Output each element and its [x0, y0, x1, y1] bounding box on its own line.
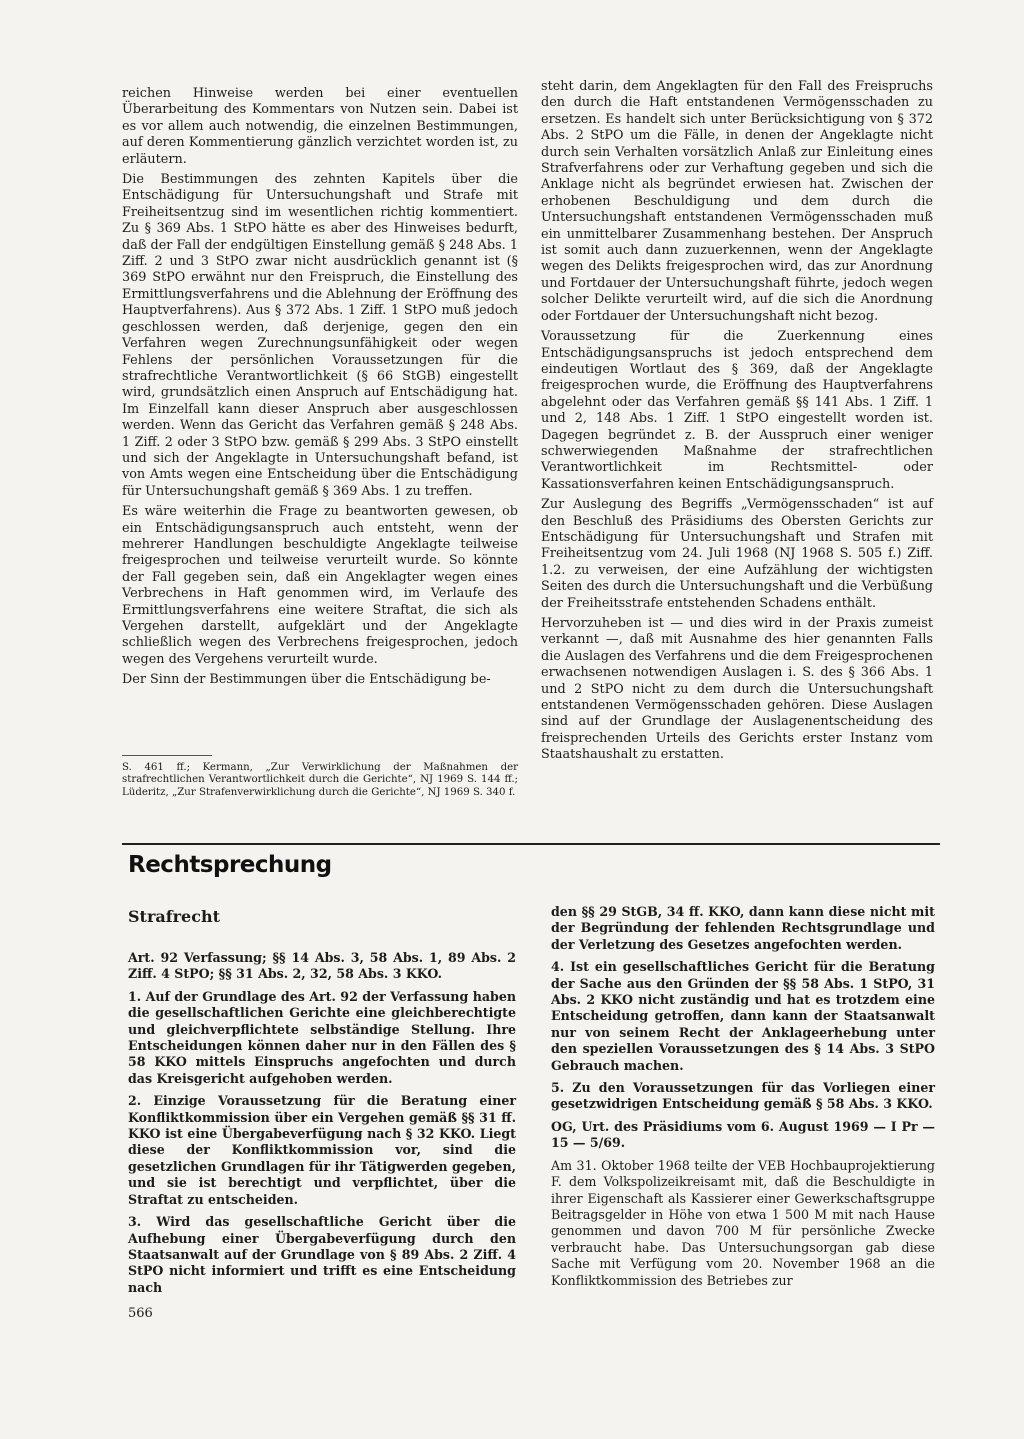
article-column-right: [541, 79, 933, 768]
paragraph: Die Bestimmungen des zehnten Kapitels über die Entschädigung für Untersuchungshaft und Strafe mit Freiheitsentzug sind im wesentlichen richtig kommentiert. Zu § 369 Abs. 1 StPO hätte es aber des Hinweises bedurft, daß der Fall der endgültigen Einstellung gemäß § 248 Abs. 1 Ziff. 2 und 3 StPO zwar nicht ausdrücklich genannt ist (§ 369 StPO erwähnt nur den Freispruch, die Einstellung des Ermittlungsverfahrens und die Ablehnung der Eröffnung des Hauptverfahrens). Aus § 372 Abs. 1 Ziff. 1 StPO muß jedoch geschlossen werden, daß derjenige, gegen den ein Verfahren wegen Zurechnungsunfähigkeit oder wegen Fehlens der persönlichen Voraussetzungen für die strafrechtliche Verantwortlichkeit (§ 66 StGB) eingestellt wird, grundsätzlich einen Anspruch auf Entschädigung hat. Im Einzelfall kann dieser Anspruch aber ausgeschlossen werden. Wenn das Gericht das Verfahren gemäß § 248 Abs. 1 Ziff. 2 oder 3 StPO bzw. gemäß § 299 Abs. 3 StPO einstellt und sich der Angeklagte in Untersuchungshaft befand, ist von Amts wegen eine Entscheidung über die Entschädigung für Untersuchungshaft gemäß § 369 Abs. 1 zu treffen.: [122, 172, 518, 499]
paragraph: Hervorzuheben ist — und dies wird in der Praxis zumeist verkannt —, daß mit Ausnahme des hier genannten Falls die Auslagen des Verfahrens und die dem Freigesprochenen erwachsenen notwendigen Auslagen i. S. des § 366 Abs. 1 und 2 StPO nicht zu dem durch die Untersuchungshaft entstandenen Vermögensschaden gehören. Diese Auslagen sind auf der Grundlage der Auslagenentscheidung des freisprechenden Urteils des Gerichts erster Instanz vom Staatshaushalt zu erstatten.: [541, 616, 933, 763]
paragraph: 1. Auf der Grundlage des Art. 92 der Verfassung haben die gesellschaftlichen Gerichte eine gleichberechtigte und gleichverpflichtete selbständige Stellung. Ihre Entscheidungen können daher nur in den Fällen des § 58 KKO mittels Einspruchs angefochten und durch das Kreisgericht aufgehoben werden.: [128, 988, 516, 1086]
ruling-column-left: [128, 950, 516, 1302]
citation: OG, Urt. des Präsidiums vom 6. August 1969 — I Pr — 15 — 5/69.: [551, 1118, 935, 1151]
paragraph: Voraussetzung für die Zuerkennung eines Entschädigungsanspruchs ist jedoch entsprechend dem eindeutigen Wortlaut des § 369, daß der Angeklagte freigesprochen wurde, die Eröffnung des Hauptverfahrens abgelehnt oder das Verfahren gemäß §§ 141 Abs. 1 Ziff. 1 und 2, 148 Abs. 1 Ziff. 1 StPO eingestellt worden ist. Dagegen begründet z. B. der Ausspruch einer weniger schwerwiegenden Maßnahme der strafrechtlichen Verantwortlichkeit im Rechtsmittel- oder Kassationsverfahren keinen Entschädigungsanspruch.: [541, 329, 933, 492]
paragraph: 4. Ist ein gesellschaftliches Gericht für die Beratung der Sache aus den Gründen der §§ 58 Abs. 1 StPO, 31 Abs. 2 KKO nicht zuständig und hat es trotzdem eine Entscheidung getroffen, dann kann der Staatsanwalt nur von seinem Recht der Anklageerhebung unter den speziellen Voraussetzungen des § 14 Abs. 3 StPO Gebrauch machen.: [551, 959, 935, 1073]
paragraph: 3. Wird das gesellschaftliche Gericht über die Aufhebung einer Übergabeverfügung durch den Staatsanwalt auf der Grundlage von § 89 Abs. 2 Ziff. 4 StPO nicht informiert und trifft es eine Entscheidung nach: [128, 1214, 516, 1295]
page-number: 566: [128, 1306, 153, 1321]
footnote-divider: [122, 755, 212, 756]
paragraph: Zur Auslegung des Begriffs „Vermögensschaden“ ist auf den Beschluß des Präsidiums des Obersten Gerichts zur Entschädigung für Untersuchungshaft und Strafen mit Freiheitsentzug vom 24. Juli 1968 (NJ 1968 S. 505 f.) Ziff. 1.2. zu verweisen, der eine Aufzählung der wichtigsten Seiten des durch die Untersuchungshaft und die Verbüßung der Freiheitsstrafe entstehenden Schadens enthält.: [541, 497, 933, 611]
paragraph: Es wäre weiterhin die Frage zu beantworten gewesen, ob ein Entschädigungsanspruch auch entsteht, wenn der mehrerer Handlungen beschuldigte Angeklagte teilweise freigesprochen und teilweise verurteilt wurde. So könnte der Fall gegeben sein, daß ein Angeklagter wegen eines Verbrechens in Haft genommen wird, im Verlaufe des Ermittlungsverfahrens eine weitere Straftat, die sich als Vergehen darstellt, aufgeklärt und der Angeklagte schließlich wegen des Verbrechens freigesprochen, jedoch wegen des Vergehens verurteilt wurde.: [122, 504, 518, 667]
article-column-left: [122, 86, 518, 693]
ruling-column-right: [551, 904, 935, 1295]
paragraph: 2. Einzige Voraussetzung für die Beratung einer Konfliktkommission über ein Vergehen gemäß §§ 31 ff. KKO ist eine Übergabeverfügung nach § 32 KKO. Liegt diese der Konfliktkommission vor, sind die gesetzlichen Grundlagen für ihr Tätigwerden gegeben, und sie ist berechtigt und verpflichtet, über die Straftat zu entscheiden.: [128, 1093, 516, 1207]
section-divider: [122, 843, 940, 845]
paragraph: Art. 92 Verfassung; §§ 14 Abs. 3, 58 Abs. 1, 89 Abs. 2 Ziff. 4 StPO; §§ 31 Abs. 2, 32, 58 Abs. 3 KKO.: [128, 950, 516, 982]
footnote: S. 461 ff.; Kermann, „Zur Verwirklichung der Maßnahmen der strafrechtlichen Verantwortlichkeit durch die Gerichte“, NJ 1969 S. 144 ff.; Lüderitz, „Zur Strafenverwirklichung durch die Gerichte“, NJ 1969 S. 340 f.: [122, 762, 518, 798]
section-subtitle: Strafrecht: [128, 907, 220, 926]
paragraph: steht darin, dem Angeklagten für den Fall des Freispruchs den durch die Haft entstandenen Vermögensschaden zu ersetzen. Es handelt sich unter Berücksichtigung von § 372 Abs. 2 StPO um die Fälle, in denen der Angeklagte nicht durch sein Verhalten vorsätzlich Anlaß zur Einleitung eines Strafverfahrens oder zur Verhaftung gegeben und sich die Anklage nicht als begründet erwiesen hat. Zwischen der erhobenen Beschuldigung und dem durch die Untersuchungshaft entstandenen Vermögensschaden muß ein unmittelbarer Zusammenhang bestehen. Der Anspruch ist somit auch dann zuzuerkennen, wenn der Angeklagte wegen des Delikts freigesprochen wird, das zur Anordnung und Fortdauer der Untersuchungshaft führte, jedoch wegen solcher Delikte verurteilt wird, auf die sich die Anordnung oder Fortdauer der Untersuchungshaft nicht bezog.: [541, 79, 933, 324]
paragraph: Der Sinn der Bestimmungen über die Entschädigung be-: [122, 672, 491, 688]
paragraph: Am 31. Oktober 1968 teilte der VEB Hochbauprojektierung F. dem Volkspolizeikreisamt mit, daß die Beschuldigte in ihrer Eigenschaft als Kassierer einer Gewerkschaftsgruppe Beitragsgelder in Höhe von etwa 1 500 M mit nach Hause genommen und davon 700 M für persönliche Zwecke verbraucht habe. Das Untersuchungsorgan gab diese Sache mit Verfügung vom 20. November 1968 an die Konfliktkommission des Betriebes zur: [551, 1157, 935, 1288]
paragraph: 5. Zu den Voraussetzungen für das Vorliegen einer gesetzwidrigen Entscheidung gemäß § 58 Abs. 3 KKO.: [551, 1080, 935, 1112]
paragraph: den §§ 29 StGB, 34 ff. KKO, dann kann diese nicht mit der Begründung der fehlenden Rechtsgrundlage und der Verletzung des Gesetzes angefochten werden.: [551, 904, 935, 952]
section-title: Rechtsprechung: [128, 852, 332, 878]
paragraph: reichen Hinweise werden bei einer eventuellen Überarbeitung des Kommentars von Nutzen sein. Dabei ist es vor allem auch notwendig, die einzelnen Bestimmungen, auf deren Kommentierung gänzlich verzichtet worden ist, zu erläutern.: [122, 86, 518, 167]
